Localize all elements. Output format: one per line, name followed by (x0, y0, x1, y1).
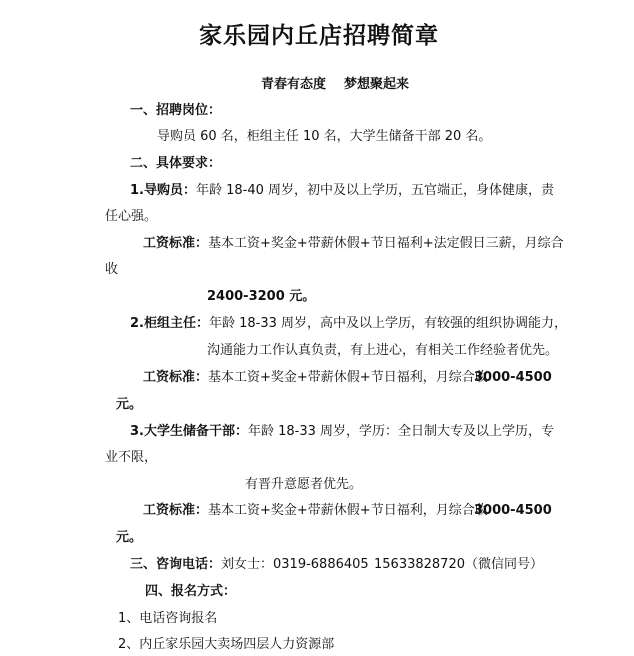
page-title: 家乐园内丘店招聘简章 (199, 23, 439, 49)
item2-label: 2.柜组主任： (130, 316, 209, 331)
item3-req-line3: 有晋升意愿者优先。 (245, 477, 363, 492)
section1-heading: 一、招聘岗位： (130, 103, 222, 118)
item3-wage-label: 工资标准： (143, 503, 209, 518)
item1-req-line1: 年龄 18-40 周岁，初中及以上学历，五官端正，身体健康，责 (195, 183, 555, 198)
item3-req-line2: 业不限， (105, 450, 158, 465)
item1-label: 1.导购员： (130, 183, 196, 198)
item1-wage-text: 基本工资+奖金+带薪休假+节日福利+法定假日三薪，月综合 (208, 236, 564, 251)
item1-wage-line2: 收 (105, 262, 119, 277)
item2-wage-line1 (143, 370, 488, 386)
item3-line1 (130, 424, 554, 440)
section3-line (130, 557, 369, 573)
item1-wage-line1 (143, 236, 564, 252)
positions-text: 导购员 60 名，柜组主任 10 名，大学生储备干部 20 名。 (157, 129, 492, 144)
method-phone: 1、电话咨询报名 (118, 611, 218, 626)
item1-wage-range: 2400-3200 元。 (207, 289, 316, 304)
item2-wage-line2: 元。 (116, 397, 143, 412)
item2-req-line2: 沟通能力工作认真负责，有上进心，有相关工作经验者优先。 (207, 343, 559, 358)
item1-wage-label: 工资标准： (143, 236, 209, 251)
method-onsite: 2、内丘家乐园大卖场四层人力资源部 (118, 637, 335, 652)
item2-wage-text: 基本工资+奖金+带薪休假+节日福利，月综合收 (208, 370, 488, 385)
section3-heading: 三、咨询电话： (130, 557, 222, 572)
item2-wage-amount: 3000-4500 (474, 370, 552, 385)
item1-req-line2: 任心强。 (105, 209, 158, 224)
section2-heading: 二、具体要求： (130, 156, 222, 171)
contact-mobile: 15633828720（微信同号） (374, 557, 543, 572)
slogan-part2: 梦想聚起来 (344, 77, 410, 92)
item2-wage-label: 工资标准： (143, 370, 209, 385)
item2-line1 (130, 316, 567, 332)
item2-req-line1: 年龄 18-33 周岁，高中及以上学历，有较强的组织协调能力， (208, 316, 568, 331)
slogan-part1: 青春有态度 (261, 77, 327, 92)
contact-person: 刘女士：0319-6886405 (221, 557, 369, 572)
section4-heading: 四、报名方式： (145, 584, 237, 599)
item3-wage-amount: 3000-4500 (474, 503, 552, 518)
item3-wage-line2: 元。 (116, 530, 143, 545)
item3-req-line1: 年龄 18-33 周岁，学历：全日制大专及以上学历，专 (247, 424, 555, 439)
item3-label: 3.大学生储备干部： (130, 424, 248, 439)
item3-wage-line1 (143, 503, 488, 519)
item3-wage-text: 基本工资+奖金+带薪休假+节日福利，月综合收 (208, 503, 488, 518)
item1-line1 (130, 183, 554, 199)
